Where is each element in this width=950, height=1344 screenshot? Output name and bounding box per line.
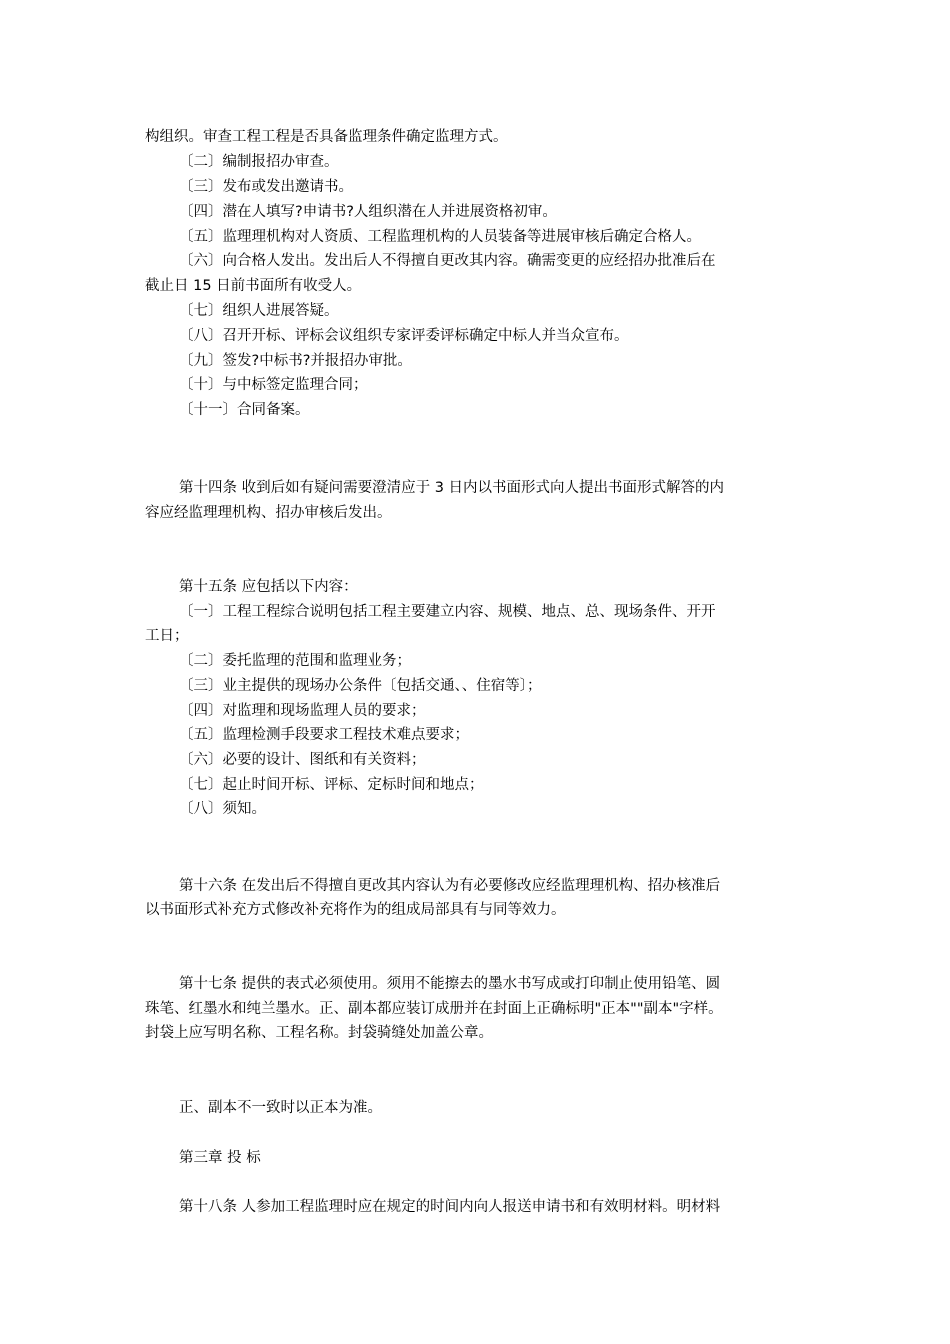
text-line: 〔十〕与中标签定监理合同；: [179, 377, 368, 393]
text-line: 〔八〕召开开标、评标会议组织专家评委评标确定中标人并当众宣布。: [179, 328, 629, 344]
text-line: 〔十一〕合同备案。: [179, 402, 310, 418]
text-line: 珠笔、红墨水和纯兰墨水。正、副本都应装订成册并在封面上正确标明"正本""副本"字样。: [145, 1001, 723, 1017]
article-16-line: 第十六条 在发出后不得擅自更改其内容认为有必要修改应经监理理机构、招办核准后: [179, 878, 721, 894]
text-line: 〔二〕委托监理的范围和监理业务；: [179, 653, 411, 669]
article-18-line: 第十八条 人参加工程监理时应在规定的时间内向人报送申请书和有效明材料。明材料: [179, 1199, 721, 1215]
text-line: 正、副本不一致时以正本为准。: [179, 1100, 382, 1116]
text-line: 〔七〕组织人进展答疑。: [179, 303, 339, 319]
text-line: 封袋上应写明名称、工程名称。封袋骑缝处加盖公章。: [145, 1025, 493, 1041]
article-14-line: 第十四条 收到后如有疑问需要澄清应于 3 日内以书面形式向人提出书面形式解答的内: [179, 480, 725, 496]
text-line: 〔九〕签发?中标书?并报招办审批。: [179, 353, 412, 369]
text-line: 〔三〕发布或发出邀请书。: [179, 179, 353, 195]
text-line: 〔一〕工程工程综合说明包括工程主要建立内容、规模、地点、总、现场条件、开开: [179, 604, 716, 620]
text-line: 〔五〕监理理机构对人资质、工程监理机构的人员装备等进展审核后确定合格人。: [179, 229, 701, 245]
text-line: 〔四〕对监理和现场监理人员的要求；: [179, 703, 426, 719]
text-line: 〔六〕向合格人发出。发出后人不得擅自更改其内容。确需变更的应经招办批准后在: [179, 253, 716, 269]
text-line: 〔六〕必要的设计、图纸和有关资料；: [179, 752, 426, 768]
text-line: 容应经监理理机构、招办审核后发出。: [145, 505, 392, 521]
text-line: 〔八〕须知。: [179, 801, 266, 817]
text-line: 〔五〕监理检测手段要求工程技术难点要求；: [179, 727, 469, 743]
text-line: 工日；: [145, 628, 189, 644]
article-17-line: 第十七条 提供的表式必须使用。须用不能擦去的墨水书写成或打印制止使用铅笔、圆: [179, 976, 721, 992]
chapter-heading: 第三章 投 标: [179, 1150, 261, 1166]
text-line: 截止日 15 日前书面所有收受人。: [145, 278, 362, 294]
text-line: 〔四〕潜在人填写?申请书?人组织潜在人并进展资格初审。: [179, 204, 557, 220]
text-line: 构组织。审查工程工程是否具备监理条件确定监理方式。: [145, 129, 508, 145]
text-line: 〔三〕业主提供的现场办公条件〔包括交通、、住宿等〕；: [179, 678, 542, 694]
article-15-line: 第十五条 应包括以下内容：: [179, 579, 358, 595]
text-line: 〔二〕编制报招办审查。: [179, 154, 339, 170]
text-line: 以书面形式补充方式修改补充将作为的组成局部具有与同等效力。: [145, 902, 566, 918]
text-line: 〔七〕起止时间开标、评标、定标时间和地点；: [179, 777, 484, 793]
